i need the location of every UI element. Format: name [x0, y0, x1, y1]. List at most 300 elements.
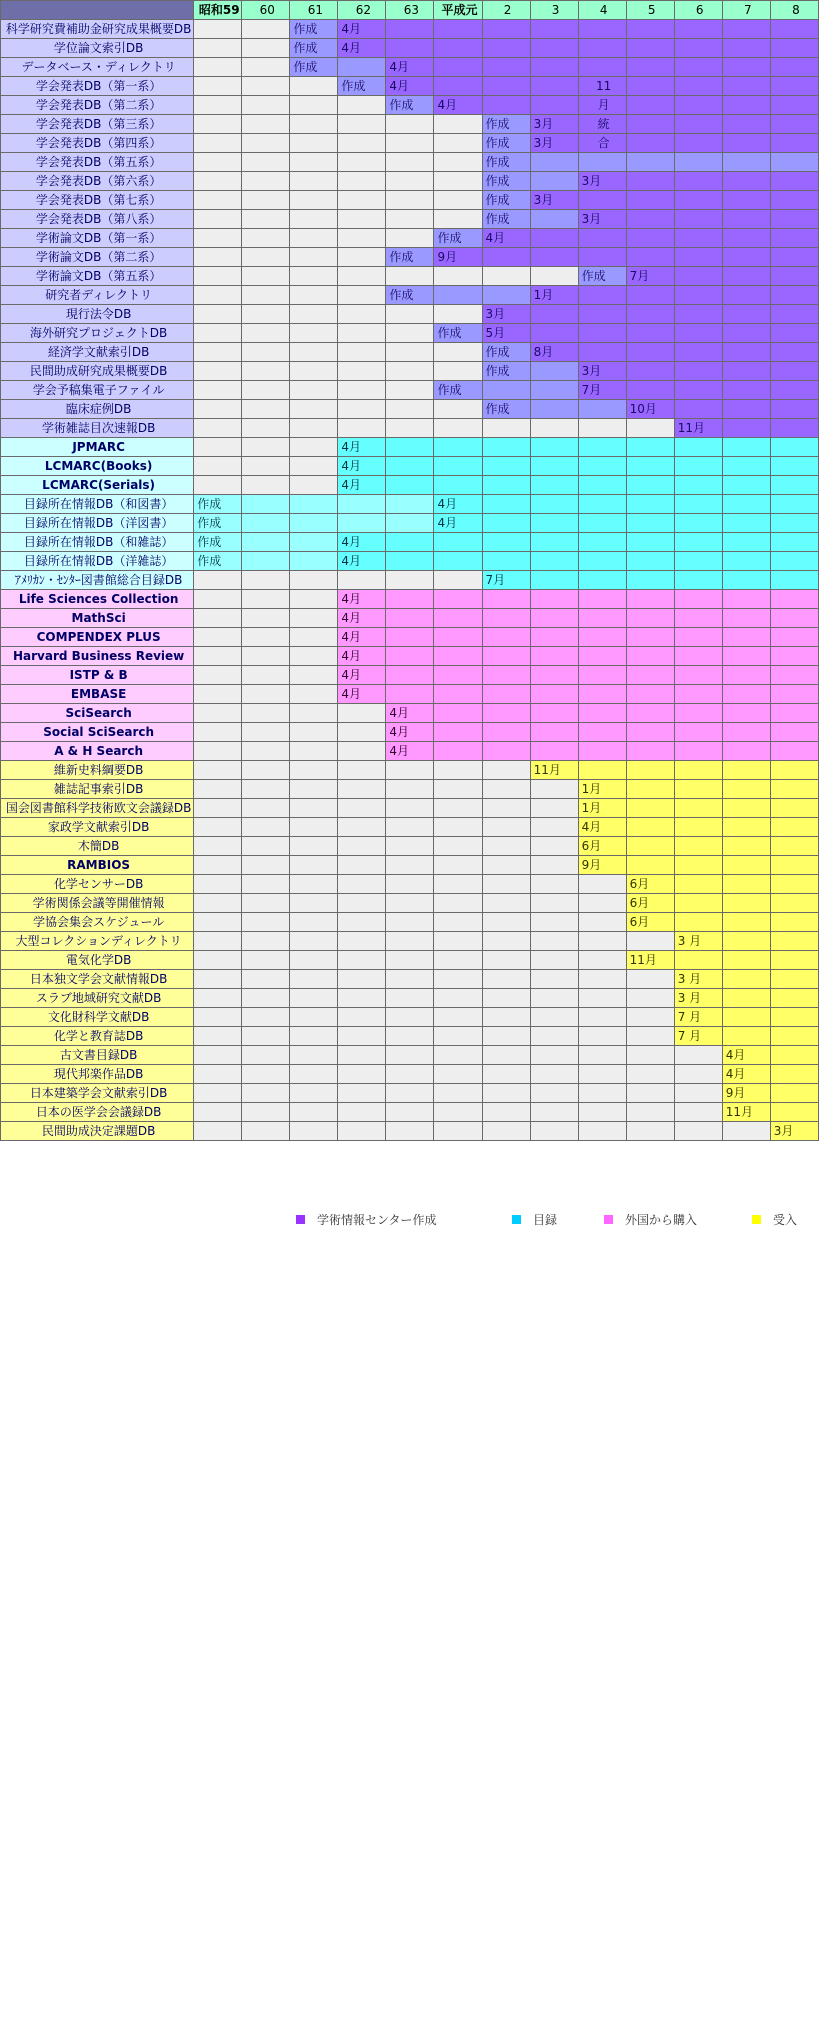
- year-cell: [482, 495, 530, 514]
- year-cell: [626, 723, 674, 742]
- year-cell: [482, 58, 530, 77]
- table-row: [1, 685, 819, 704]
- year-cell: 作成: [434, 381, 482, 400]
- year-cell: [242, 761, 290, 780]
- year-cell: [530, 989, 578, 1008]
- year-cell: [722, 742, 770, 761]
- year-cell: [674, 590, 722, 609]
- year-header: 62: [338, 1, 386, 20]
- year-cell: [434, 1027, 482, 1046]
- year-cell: [626, 780, 674, 799]
- year-cell: [722, 58, 770, 77]
- year-cell: [194, 723, 242, 742]
- year-cell: [626, 856, 674, 875]
- year-cell: [626, 1027, 674, 1046]
- year-cell: [482, 514, 530, 533]
- year-cell: [290, 343, 338, 362]
- year-cell: [290, 115, 338, 134]
- year-cell: [242, 913, 290, 932]
- year-cell: [674, 248, 722, 267]
- legend-swatch: [752, 1215, 761, 1224]
- year-cell: [434, 818, 482, 837]
- year-cell: [194, 381, 242, 400]
- year-cell: [386, 495, 434, 514]
- year-cell: [674, 894, 722, 913]
- year-cell: [386, 989, 434, 1008]
- year-cell: [530, 305, 578, 324]
- year-cell: [290, 77, 338, 96]
- year-cell: [722, 533, 770, 552]
- year-cell: [722, 39, 770, 58]
- year-cell: [578, 742, 626, 761]
- year-cell: [242, 229, 290, 248]
- year-cell: [338, 1084, 386, 1103]
- year-header: 2: [482, 1, 530, 20]
- year-cell: [386, 647, 434, 666]
- year-cell: [194, 248, 242, 267]
- year-cell: [482, 685, 530, 704]
- year-cell: [194, 134, 242, 153]
- year-cell: [338, 932, 386, 951]
- year-cell: [578, 533, 626, 552]
- year-cell: [578, 324, 626, 343]
- year-cell: [434, 571, 482, 590]
- year-cell: [626, 343, 674, 362]
- year-cell: [482, 989, 530, 1008]
- year-cell: [386, 324, 434, 343]
- year-cell: [626, 818, 674, 837]
- year-cell: [482, 647, 530, 666]
- year-cell: 作成: [386, 96, 434, 115]
- year-cell: [770, 799, 818, 818]
- row-name: 木簡DB: [1, 837, 194, 856]
- year-cell: [722, 134, 770, 153]
- year-cell: [722, 191, 770, 210]
- year-cell: [242, 20, 290, 39]
- year-cell: 6月: [626, 875, 674, 894]
- year-cell: [482, 1122, 530, 1141]
- year-cell: [242, 267, 290, 286]
- table-row: [1, 704, 819, 723]
- year-cell: [578, 571, 626, 590]
- year-cell: [386, 1103, 434, 1122]
- year-cell: [626, 571, 674, 590]
- year-cell: [290, 704, 338, 723]
- row-name: 学位論文索引DB: [1, 39, 194, 58]
- year-cell: [290, 1084, 338, 1103]
- table-row: [1, 248, 819, 267]
- year-cell: [482, 742, 530, 761]
- year-cell: [194, 20, 242, 39]
- year-cell: [722, 723, 770, 742]
- row-name: 民間助成決定課題DB: [1, 1122, 194, 1141]
- row-name: ｱﾒﾘｶﾝ・ｾﾝﾀｰ図書館総合目録DB: [1, 571, 194, 590]
- year-cell: [530, 799, 578, 818]
- year-cell: [194, 153, 242, 172]
- year-cell: [290, 894, 338, 913]
- year-cell: 4月: [338, 533, 386, 552]
- row-name: 目録所在情報DB（洋雑誌）: [1, 552, 194, 571]
- row-name: 学会発表DB（第六系）: [1, 172, 194, 191]
- year-cell: [290, 533, 338, 552]
- year-cell: [434, 1008, 482, 1027]
- year-cell: [482, 1046, 530, 1065]
- year-cell: [194, 343, 242, 362]
- year-cell: [770, 20, 818, 39]
- year-cell: [674, 1084, 722, 1103]
- year-cell: [530, 248, 578, 267]
- year-cell: [530, 837, 578, 856]
- year-cell: 4月: [578, 818, 626, 837]
- year-cell: [722, 381, 770, 400]
- year-cell: 作成: [290, 20, 338, 39]
- year-cell: [338, 837, 386, 856]
- year-cell: [770, 742, 818, 761]
- year-cell: 3月: [578, 172, 626, 191]
- year-cell: [674, 210, 722, 229]
- year-cell: [674, 780, 722, 799]
- year-cell: [482, 39, 530, 58]
- year-cell: [482, 438, 530, 457]
- year-cell: [626, 476, 674, 495]
- year-cell: [674, 172, 722, 191]
- year-cell: [578, 39, 626, 58]
- table-row: [1, 647, 819, 666]
- year-cell: 7月: [578, 381, 626, 400]
- year-cell: [194, 951, 242, 970]
- year-cell: [386, 267, 434, 286]
- year-cell: [338, 1008, 386, 1027]
- year-cell: [674, 704, 722, 723]
- year-cell: [386, 894, 434, 913]
- year-cell: [386, 20, 434, 39]
- year-cell: [242, 685, 290, 704]
- year-cell: [626, 77, 674, 96]
- year-cell: [338, 286, 386, 305]
- year-cell: [578, 1027, 626, 1046]
- year-cell: [770, 761, 818, 780]
- year-cell: [482, 761, 530, 780]
- year-cell: [434, 837, 482, 856]
- year-cell: [290, 837, 338, 856]
- table-row: [1, 1084, 819, 1103]
- year-cell: [290, 229, 338, 248]
- year-cell: 合: [578, 134, 626, 153]
- year-cell: [674, 58, 722, 77]
- year-cell: [674, 362, 722, 381]
- year-cell: [482, 666, 530, 685]
- year-cell: 4月: [338, 590, 386, 609]
- year-cell: [290, 514, 338, 533]
- year-cell: [482, 267, 530, 286]
- year-cell: [194, 324, 242, 343]
- year-cell: [434, 856, 482, 875]
- row-name: 家政学文献索引DB: [1, 818, 194, 837]
- year-cell: [578, 438, 626, 457]
- legend-label: 学術情報センター作成: [317, 1213, 437, 1227]
- year-cell: [290, 856, 338, 875]
- year-cell: [530, 438, 578, 457]
- year-cell: [770, 628, 818, 647]
- year-cell: [530, 39, 578, 58]
- row-name: ISTP & B: [1, 666, 194, 685]
- year-cell: [338, 229, 386, 248]
- row-name: Social SciSearch: [1, 723, 194, 742]
- year-cell: [434, 894, 482, 913]
- year-cell: [530, 495, 578, 514]
- year-cell: [338, 1046, 386, 1065]
- row-name: 学会発表DB（第四系）: [1, 134, 194, 153]
- year-cell: [242, 780, 290, 799]
- year-cell: 3月: [482, 305, 530, 324]
- year-cell: [530, 1122, 578, 1141]
- year-cell: [626, 20, 674, 39]
- year-cell: [434, 134, 482, 153]
- year-cell: [626, 1046, 674, 1065]
- year-cell: [482, 875, 530, 894]
- year-cell: [290, 818, 338, 837]
- year-header: 61: [290, 1, 338, 20]
- year-cell: [530, 457, 578, 476]
- year-cell: 3 月: [674, 932, 722, 951]
- year-cell: [338, 875, 386, 894]
- year-cell: 作成: [194, 495, 242, 514]
- year-cell: [578, 419, 626, 438]
- year-cell: [722, 400, 770, 419]
- year-header: 3: [530, 1, 578, 20]
- row-name: 臨床症例DB: [1, 400, 194, 419]
- year-cell: 作成: [386, 286, 434, 305]
- year-cell: [674, 514, 722, 533]
- year-cell: [722, 628, 770, 647]
- table-row: [1, 153, 819, 172]
- year-cell: [482, 818, 530, 837]
- table-row: [1, 1122, 819, 1141]
- year-cell: [578, 552, 626, 571]
- year-cell: [290, 742, 338, 761]
- year-cell: [722, 666, 770, 685]
- year-cell: 4月: [338, 438, 386, 457]
- table-row: [1, 780, 819, 799]
- year-cell: 作成: [482, 343, 530, 362]
- year-cell: [194, 913, 242, 932]
- year-cell: 10月: [626, 400, 674, 419]
- year-cell: [290, 267, 338, 286]
- year-cell: [434, 77, 482, 96]
- year-cell: [578, 20, 626, 39]
- year-cell: [194, 609, 242, 628]
- row-name: 現代邦楽作品DB: [1, 1065, 194, 1084]
- year-cell: [482, 894, 530, 913]
- year-cell: [242, 96, 290, 115]
- row-name: 学会発表DB（第八系）: [1, 210, 194, 229]
- year-cell: [770, 457, 818, 476]
- row-name: 国会図書館科学技術欧文会議録DB: [1, 799, 194, 818]
- year-cell: [242, 628, 290, 647]
- year-cell: [242, 590, 290, 609]
- year-cell: [386, 932, 434, 951]
- year-cell: [434, 115, 482, 134]
- year-header: 8: [770, 1, 818, 20]
- row-name: COMPENDEX PLUS: [1, 628, 194, 647]
- year-cell: [482, 628, 530, 647]
- year-cell: [434, 1122, 482, 1141]
- year-cell: [434, 913, 482, 932]
- year-cell: [242, 153, 290, 172]
- row-name: A & H Search: [1, 742, 194, 761]
- year-cell: [626, 172, 674, 191]
- year-cell: 作成: [578, 267, 626, 286]
- year-cell: [674, 951, 722, 970]
- year-cell: [338, 1103, 386, 1122]
- year-cell: [242, 362, 290, 381]
- year-cell: [722, 115, 770, 134]
- year-cell: [722, 894, 770, 913]
- year-cell: [770, 77, 818, 96]
- row-name: 目録所在情報DB（洋図書）: [1, 514, 194, 533]
- year-cell: [770, 267, 818, 286]
- year-cell: [194, 970, 242, 989]
- table-row: [1, 666, 819, 685]
- year-cell: 4月: [386, 77, 434, 96]
- year-cell: [530, 229, 578, 248]
- row-name: 学会発表DB（第七系）: [1, 191, 194, 210]
- year-cell: [482, 248, 530, 267]
- year-cell: [530, 894, 578, 913]
- year-cell: [578, 343, 626, 362]
- year-cell: [674, 1046, 722, 1065]
- year-cell: [770, 210, 818, 229]
- year-cell: [242, 476, 290, 495]
- year-cell: [338, 780, 386, 799]
- year-cell: [194, 1103, 242, 1122]
- year-cell: [434, 1046, 482, 1065]
- year-cell: [194, 115, 242, 134]
- year-cell: [290, 1027, 338, 1046]
- year-cell: [290, 1065, 338, 1084]
- year-cell: [722, 514, 770, 533]
- year-cell: [386, 666, 434, 685]
- year-cell: [338, 134, 386, 153]
- year-cell: [530, 400, 578, 419]
- year-cell: [674, 913, 722, 932]
- year-cell: [194, 286, 242, 305]
- year-cell: [242, 742, 290, 761]
- year-cell: [626, 39, 674, 58]
- year-cell: [434, 476, 482, 495]
- year-cell: [770, 248, 818, 267]
- row-name: 日本建築学会文献索引DB: [1, 1084, 194, 1103]
- year-cell: [482, 609, 530, 628]
- year-cell: [290, 1122, 338, 1141]
- year-cell: [290, 362, 338, 381]
- year-cell: [434, 343, 482, 362]
- year-cell: [290, 951, 338, 970]
- year-cell: [770, 837, 818, 856]
- year-cell: [674, 799, 722, 818]
- year-cell: 3 月: [674, 989, 722, 1008]
- year-cell: [242, 894, 290, 913]
- year-cell: [386, 799, 434, 818]
- year-cell: [722, 267, 770, 286]
- year-cell: [626, 647, 674, 666]
- year-cell: [626, 495, 674, 514]
- year-cell: [434, 932, 482, 951]
- year-cell: [434, 970, 482, 989]
- year-cell: [242, 172, 290, 191]
- year-cell: [674, 856, 722, 875]
- year-cell: [242, 457, 290, 476]
- year-cell: [482, 799, 530, 818]
- table-row: [1, 818, 819, 837]
- year-cell: [434, 533, 482, 552]
- year-cell: [626, 153, 674, 172]
- legend: [0, 1209, 819, 1231]
- year-cell: [482, 381, 530, 400]
- row-name: 目録所在情報DB（和図書）: [1, 495, 194, 514]
- year-cell: [770, 400, 818, 419]
- year-cell: [242, 514, 290, 533]
- year-cell: [674, 1065, 722, 1084]
- year-cell: [770, 533, 818, 552]
- year-cell: [530, 1027, 578, 1046]
- year-cell: [530, 913, 578, 932]
- year-cell: [434, 609, 482, 628]
- year-cell: [722, 362, 770, 381]
- year-cell: [578, 400, 626, 419]
- row-name: 科学研究費補助金研究成果概要DB: [1, 20, 194, 39]
- year-cell: [674, 457, 722, 476]
- row-name: 電気化学DB: [1, 951, 194, 970]
- row-name: 学会発表DB（第二系）: [1, 96, 194, 115]
- year-cell: [290, 685, 338, 704]
- year-cell: [530, 628, 578, 647]
- year-cell: [722, 457, 770, 476]
- year-cell: [338, 761, 386, 780]
- year-cell: [722, 438, 770, 457]
- year-cell: [194, 894, 242, 913]
- year-cell: 3月: [530, 191, 578, 210]
- year-cell: [530, 875, 578, 894]
- year-cell: [290, 875, 338, 894]
- year-cell: [386, 514, 434, 533]
- year-cell: [434, 457, 482, 476]
- year-cell: [770, 666, 818, 685]
- table-row: [1, 172, 819, 191]
- year-cell: 3月: [530, 115, 578, 134]
- year-cell: [530, 685, 578, 704]
- year-cell: [194, 267, 242, 286]
- year-cell: [434, 438, 482, 457]
- year-cell: [578, 951, 626, 970]
- year-cell: [434, 267, 482, 286]
- year-cell: [194, 1065, 242, 1084]
- year-cell: [434, 210, 482, 229]
- year-cell: [722, 989, 770, 1008]
- year-cell: [290, 153, 338, 172]
- year-cell: 統: [578, 115, 626, 134]
- year-cell: [722, 913, 770, 932]
- year-cell: [722, 248, 770, 267]
- year-cell: [674, 875, 722, 894]
- year-cell: [290, 666, 338, 685]
- year-cell: 作成: [482, 153, 530, 172]
- year-cell: [626, 742, 674, 761]
- year-cell: [578, 609, 626, 628]
- year-cell: [674, 324, 722, 343]
- year-cell: [578, 58, 626, 77]
- table-row: [1, 343, 819, 362]
